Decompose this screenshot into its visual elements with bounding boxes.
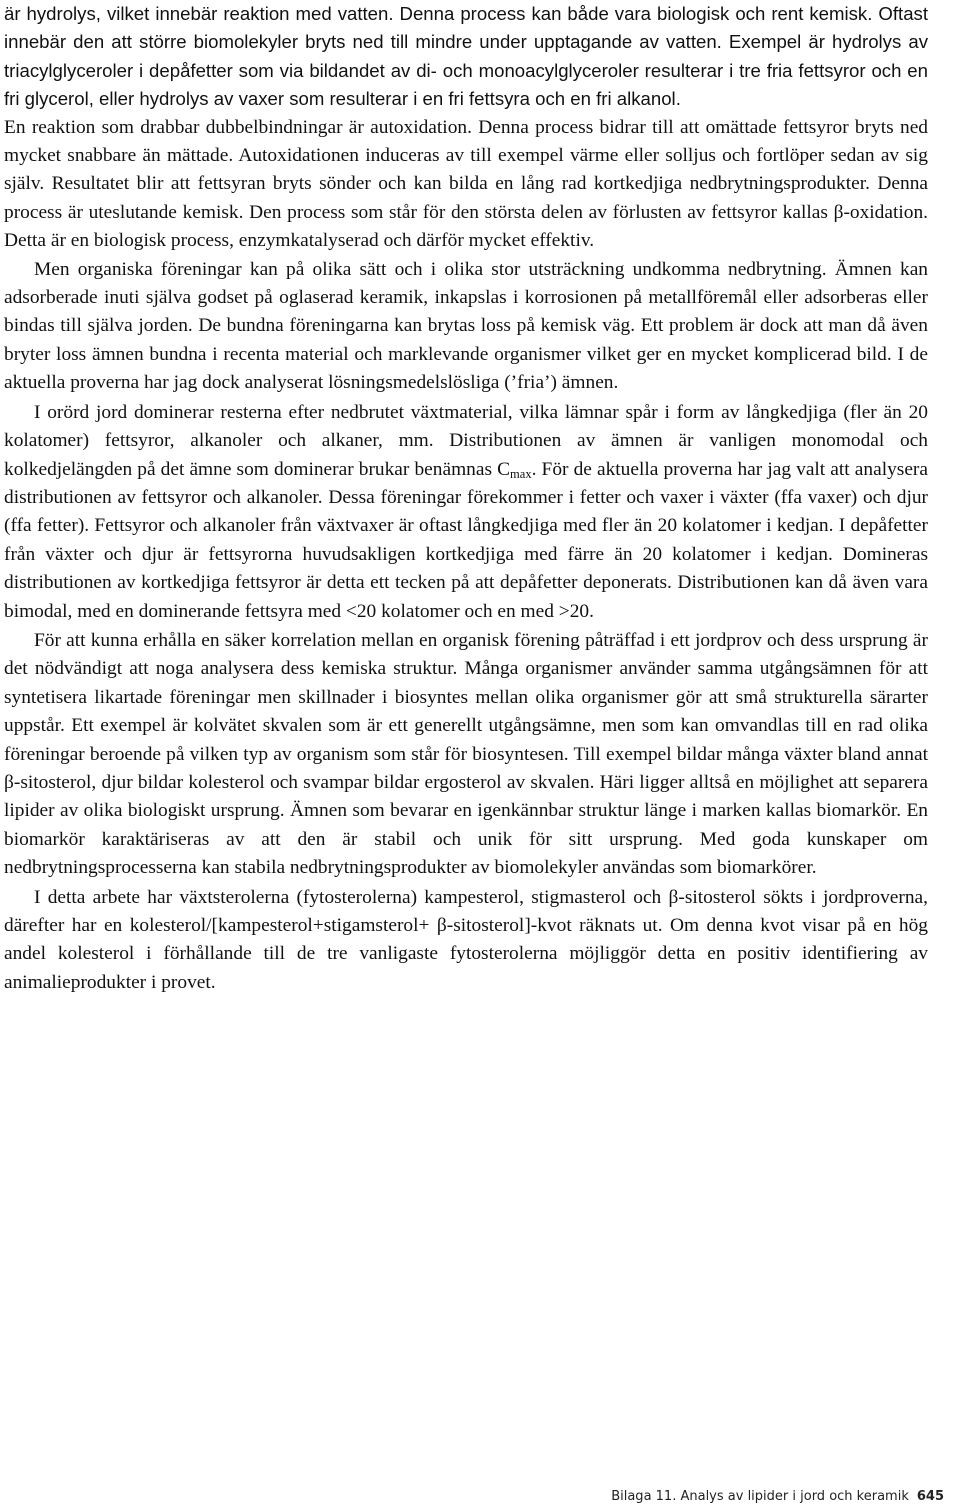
page-footer [611,1489,944,1504]
page-number: 645 [916,1489,944,1504]
document-body [4,0,928,997]
paragraph-undisturbed-soil [4,399,928,626]
text-undisturbed-soil-end: . För de aktuella proverna har jag valt att analysera distributionen av fettsyror och alkanoler. Dessa föreningar förekommer i fetter och vaxer i växter (ffa vaxer) och djur (ffa fetter). Fettsyror och alkanoler från växtvaxer är oftast långkedjiga med fler än 20 kolatomer i kedjan. I depåfetter från växter och djur är fettsyrorna huvudsakligen kortkedjiga med färre än 20 kolatomer i kedjan. Domineras distributionen av kortkedjiga fettsyror är detta ett tecken på att depåfetter deponerats. Distributionen kan då även vara bimodal, med en dominerande fettsyra med <20 kolatomer och en med >20. [4,458,928,622]
paragraph-degradation-escape [4,256,928,398]
subscript-max: max [510,466,532,481]
paragraph-autoxidation [4,114,928,256]
paragraph-biomarkers [4,627,928,883]
running-title: Bilaga 11. Analys av lipider i jord och keramik [611,1489,909,1504]
text-hydrolysis: är hydrolys, vilket innebär reaktion med vatten. Denna process kan både vara biologisk och rent kemisk. Oftast innebär den att större biomolekyler bryts ned till mindre under upptagande av vatten. Exempel är hydrolys av triacylglyceroler i depåfetter som via bildandet av di- och monoacylglyceroler resulterar i tre fria fettsyror och en fri glycerol, eller hydrolys av vaxer som resulterar i en fri fettsyra och en fri alkanol. [4,3,928,110]
paragraph-phytosterols [4,884,928,998]
paragraph-hydrolysis [4,0,928,114]
text-degradation-escape: Men organiska föreningar kan på olika sätt och i olika stor utsträckning undkomma nedbrytning. Ämnen kan adsorberade inuti själva godset på oglaserad keramik, inkapslas i korrosionen på metallföremål eller adsorberas eller bindas till själva jorden. De bundna föreningarna kan brytas loss på kemisk väg. Ett problem är dock att man då även bryter loss ämnen bundna i recenta material och marklevande organismer vilket ger en mycket komplicerad bild. I de aktuella proverna har jag dock analyserat lösningsmedelslösliga (’fria’) ämnen. [4,258,928,394]
text-biomarkers: För att kunna erhålla en säker korrelation mellan en organisk förening påträffad i ett jordprov och dess ursprung är det nödvändigt att noga analysera dess kemiska struktur. Många organismer använder samma utgångsämnen för att syntetisera likartade föreningar men skillnader i biosyntes mellan olika organismer gör att små strukturella särarter uppstår. Ett exempel är kolvätet skvalen som är ett generellt utgångsämne, men som kan omvandlas till en rad olika föreningar beroende på vilken typ av organism som står för biosyntesen. Till exempel bildar många växter bland annat β-sitosterol, djur bildar kolesterol och svampar bildar ergosterol av skvalen. Häri ligger alltså en möjlighet att separera lipider av olika biologiskt ursprung. Ämnen som bevarar en igenkännbar struktur länge i marken kallas biomarkör. En biomarkör karaktäriseras av att den är stabil och unik för sitt ursprung. Med goda kunskaper om nedbrytningsprocesserna kan stabila nedbrytningsprodukter av biomolekyler användas som biomarkörer. [4,629,928,879]
text-autoxidation: En reaktion som drabbar dubbelbindningar är autoxidation. Denna process bidrar till att omättade fettsyror bryts ned mycket snabbare än mättade. Autoxidationen induceras av till exempel värme eller solljus och fortlöper sedan av sig själv. Resultatet blir att fettsyran bryts sönder och kan bilda en lång rad kortkedjiga nedbrytningsprodukter. Denna process är uteslutande kemisk. Den process som står för den största delen av förlusten av fettsyror kallas β-oxidation. Detta är en biologisk process, enzymkatalyserad och därför mycket effektiv. [4,116,928,252]
text-undisturbed-soil-start: I orörd jord dominerar resterna efter nedbrutet växtmaterial, vilka lämnar spår i form av långkedjiga (fler än 20 kolatomer) fettsyror, alkanoler och alkaner, mm. Distributionen av ämnen är vanligen monomodal och kolkedjelängden på det ämne som dominerar brukar benämnas C [4,401,928,480]
text-phytosterols: I detta arbete har växtsterolerna (fytosterolerna) kampesterol, stigmasterol och β-sitosterol sökts i jordproverna, därefter har en kolesterol/[kampesterol+stigamsterol+ β-sitosterol]-kvot räknats ut. Om denna kvot visar på en hög andel kolesterol i förhållande till de tre vanligaste fytosterolerna möjliggör detta en positiv identifiering av animalieprodukter i provet. [4,886,928,993]
